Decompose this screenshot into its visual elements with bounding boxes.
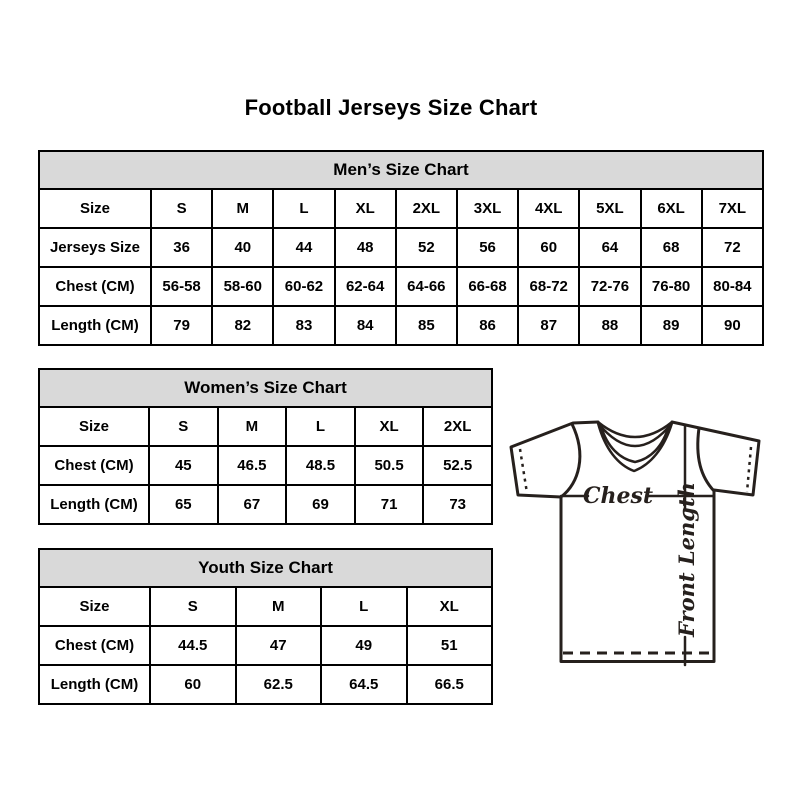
value-cell: XL: [407, 587, 493, 626]
row-header-cell: Length (CM): [39, 485, 149, 524]
value-cell: 5XL: [579, 189, 640, 228]
value-cell: 62-64: [335, 267, 396, 306]
value-cell: 48.5: [286, 446, 355, 485]
value-cell: 67: [218, 485, 287, 524]
value-cell: S: [151, 189, 212, 228]
value-cell: XL: [335, 189, 396, 228]
value-cell: 89: [641, 306, 702, 345]
mens-size-table: [38, 150, 764, 346]
value-cell: 62.5: [236, 665, 322, 704]
chest-label: Chest: [582, 483, 654, 509]
value-cell: 82: [212, 306, 273, 345]
value-cell: 80-84: [702, 267, 763, 306]
right-armpit-seam: [698, 428, 714, 491]
front-length-label: Front Length: [674, 482, 699, 637]
value-cell: 73: [423, 485, 492, 524]
table-row: [39, 485, 492, 524]
table-row: [39, 407, 492, 446]
value-cell: 66-68: [457, 267, 518, 306]
value-cell: L: [273, 189, 334, 228]
value-cell: 86: [457, 306, 518, 345]
value-cell: 60: [518, 228, 579, 267]
value-cell: 83: [273, 306, 334, 345]
value-cell: 48: [335, 228, 396, 267]
table-row: [39, 189, 763, 228]
value-cell: 51: [407, 626, 493, 665]
womens-table-title: Women’s Size Chart: [39, 369, 492, 407]
value-cell: 60-62: [273, 267, 334, 306]
value-cell: 44: [273, 228, 334, 267]
value-cell: 2XL: [396, 189, 457, 228]
value-cell: 88: [579, 306, 640, 345]
right-cuff-dashed-line: [747, 447, 751, 492]
table-title-row: [39, 151, 763, 189]
value-cell: XL: [355, 407, 424, 446]
value-cell: S: [150, 587, 236, 626]
jersey-measurement-diagram: [500, 403, 778, 675]
table-title-row: [39, 369, 492, 407]
table-row: [39, 626, 492, 665]
value-cell: 56: [457, 228, 518, 267]
value-cell: 72: [702, 228, 763, 267]
value-cell: L: [321, 587, 407, 626]
mens-table-grid: [38, 150, 764, 346]
row-header-cell: Chest (CM): [39, 626, 150, 665]
value-cell: 6XL: [641, 189, 702, 228]
row-header-cell: Size: [39, 587, 150, 626]
value-cell: 64-66: [396, 267, 457, 306]
table-row: [39, 587, 492, 626]
table-row: [39, 665, 492, 704]
value-cell: 49: [321, 626, 407, 665]
youth-table-title: Youth Size Chart: [39, 549, 492, 587]
value-cell: 7XL: [702, 189, 763, 228]
value-cell: L: [286, 407, 355, 446]
value-cell: 64: [579, 228, 640, 267]
youth-table-grid: [38, 548, 493, 705]
value-cell: 46.5: [218, 446, 287, 485]
table-row: [39, 228, 763, 267]
womens-table-grid: [38, 368, 493, 525]
value-cell: 47: [236, 626, 322, 665]
value-cell: 58-60: [212, 267, 273, 306]
value-cell: 40: [212, 228, 273, 267]
value-cell: 60: [150, 665, 236, 704]
table-row: [39, 267, 763, 306]
value-cell: 36: [151, 228, 212, 267]
row-header-cell: Chest (CM): [39, 446, 149, 485]
row-header-cell: Length (CM): [39, 665, 150, 704]
row-header-cell: Size: [39, 189, 151, 228]
value-cell: 76-80: [641, 267, 702, 306]
value-cell: 4XL: [518, 189, 579, 228]
table-row: [39, 306, 763, 345]
table-row: [39, 446, 492, 485]
value-cell: M: [218, 407, 287, 446]
value-cell: 71: [355, 485, 424, 524]
value-cell: 87: [518, 306, 579, 345]
value-cell: 56-58: [151, 267, 212, 306]
row-header-cell: Length (CM): [39, 306, 151, 345]
value-cell: M: [212, 189, 273, 228]
value-cell: 79: [151, 306, 212, 345]
table-title-row: [39, 549, 492, 587]
row-header-cell: Jerseys Size: [39, 228, 151, 267]
value-cell: 44.5: [150, 626, 236, 665]
row-header-cell: Size: [39, 407, 149, 446]
value-cell: 85: [396, 306, 457, 345]
value-cell: 68-72: [518, 267, 579, 306]
womens-size-table: [38, 368, 493, 525]
value-cell: 45: [149, 446, 218, 485]
value-cell: 64.5: [321, 665, 407, 704]
value-cell: S: [149, 407, 218, 446]
value-cell: 50.5: [355, 446, 424, 485]
row-header-cell: Chest (CM): [39, 267, 151, 306]
value-cell: 90: [702, 306, 763, 345]
value-cell: 66.5: [407, 665, 493, 704]
value-cell: 3XL: [457, 189, 518, 228]
value-cell: 52.5: [423, 446, 492, 485]
value-cell: 72-76: [579, 267, 640, 306]
value-cell: 2XL: [423, 407, 492, 446]
value-cell: 69: [286, 485, 355, 524]
value-cell: M: [236, 587, 322, 626]
youth-size-table: [38, 548, 493, 705]
value-cell: 65: [149, 485, 218, 524]
left-cuff-dashed-line: [520, 449, 527, 493]
left-armpit-seam: [561, 424, 580, 497]
value-cell: 68: [641, 228, 702, 267]
page-title: Football Jerseys Size Chart: [244, 95, 538, 120]
mens-table-title: Men’s Size Chart: [39, 151, 763, 189]
value-cell: 52: [396, 228, 457, 267]
jersey-outline-icon: [500, 403, 778, 675]
value-cell: 84: [335, 306, 396, 345]
